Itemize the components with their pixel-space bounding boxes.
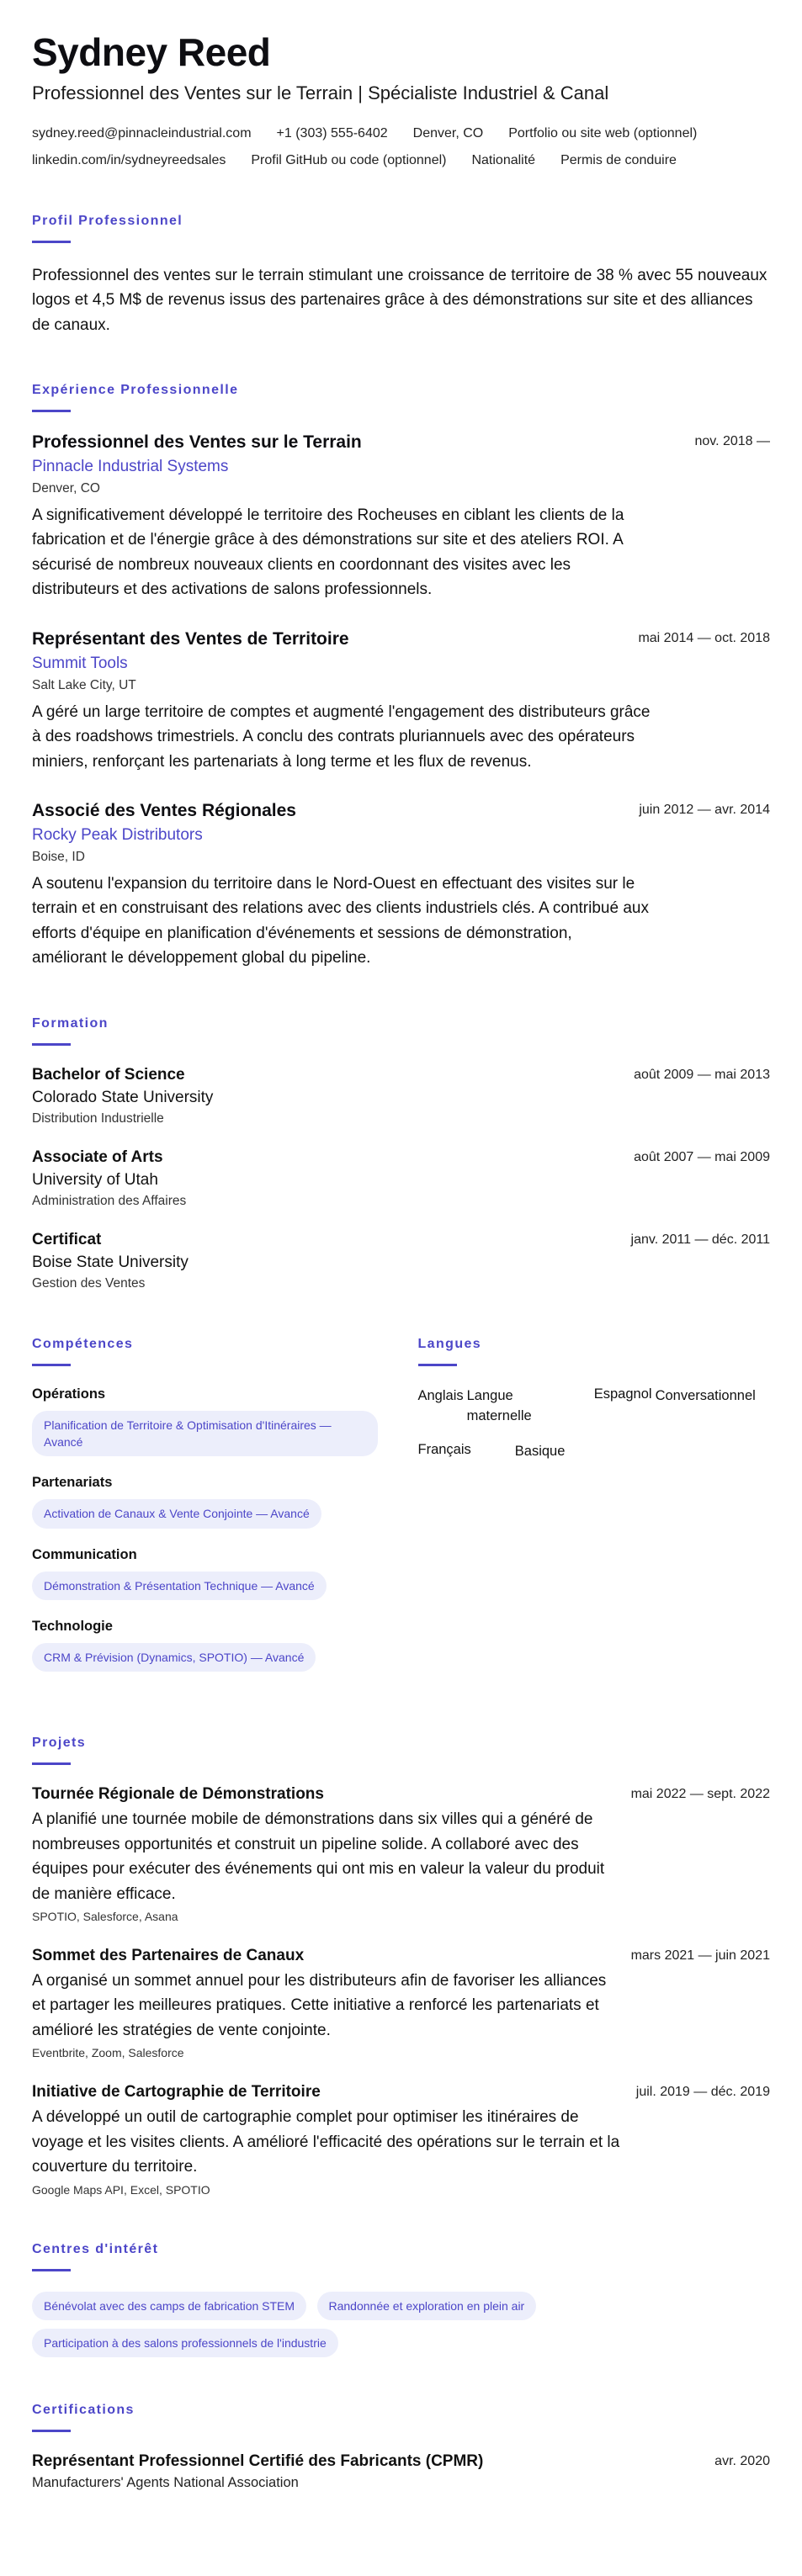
project-entry — [32, 1947, 770, 2059]
candidate-name: Sydney Reed — [32, 30, 271, 74]
skill-group — [32, 1475, 385, 1528]
languages-section — [418, 1337, 771, 1690]
entry-date: mai 2022 — sept. 2022 — [630, 1787, 770, 1802]
job-description: A soutenu l'expansion du territoire dans le Nord-Ouest en effectuant des visites sur le terrain et en construisant des relations avec des clients industriels clés. A contribué aux efforts d'équipe en planification d'événements et sessions de démonstration, améliorant le développement global du pipeline. — [32, 875, 649, 967]
contact-github[interactable]: Profil GitHub ou code (optionnel) — [251, 152, 447, 167]
school-name: Colorado State University — [32, 1088, 214, 1106]
contact-location: Denver, CO — [412, 125, 484, 140]
entry-date: nov. 2018 — — [694, 433, 770, 448]
certifications-section — [32, 2403, 770, 2491]
entry-date: mai 2014 — oct. 2018 — [638, 630, 770, 645]
skill-group — [32, 1619, 385, 1672]
degree: Certificat — [32, 1230, 102, 1248]
language-item — [594, 1386, 770, 1427]
projects-section — [32, 1736, 770, 2196]
skill-group — [32, 1547, 385, 1600]
entry-date: avr. 2020 — [714, 2454, 770, 2469]
section-title: Formation — [32, 1015, 109, 1031]
section-divider — [32, 410, 71, 412]
field-of-study: Administration des Affaires — [32, 1193, 187, 1208]
skill-category: Communication — [32, 1546, 137, 1562]
entry-date: août 2007 — mai 2009 — [634, 1149, 770, 1164]
language-level: Conversationnel — [655, 1387, 756, 1403]
job-description: A géré un large territoire de comptes et augmenté l'engagement des distributeurs grâce à des roadshows trimestriels. A conclu des contrats pluriannuels avec des opérateurs miniers, renforçant les partenariats à long terme et les flux de revenus. — [32, 702, 651, 771]
language-item — [418, 1386, 594, 1427]
experience-entry — [32, 432, 770, 602]
job-location: Salt Lake City, UT — [32, 677, 136, 692]
contact-phone[interactable]: +1 (303) 555-6402 — [276, 125, 388, 140]
job-description: A significativement développé le territoire des Rocheuses en ciblant les clients de la fabrication et de l'énergie grâce à des démonstrations sur site et des ateliers ROI. A sécurisé de nombreux nouveaux clients en coordonnant des visites avec les distributeurs et des activations de salons professionnels. — [32, 506, 624, 599]
profile-summary: Professionnel des ventes sur le terrain stimulant une croissance de territoire de 38 % avec 55 nouveaux logos et 4,5 M$ de revenus issus des partenaires grâce à des démonstrations sur site et des alliances de canaux. — [32, 266, 767, 334]
project-title: Initiative de Cartographie de Territoire — [32, 2083, 321, 2102]
section-divider — [32, 1043, 71, 1046]
section-title: Centres d'intérêt — [32, 2241, 159, 2256]
field-of-study: Gestion des Ventes — [32, 1275, 146, 1291]
entry-date: juil. 2019 — déc. 2019 — [635, 2085, 770, 2100]
school-name: Boise State University — [32, 1253, 189, 1271]
project-title: Sommet des Partenaires de Canaux — [32, 1947, 305, 1965]
language-name: Anglais — [417, 1387, 464, 1403]
entry-date: août 2009 — mai 2013 — [634, 1067, 770, 1082]
education-entry — [32, 1066, 770, 1126]
skill-category: Opérations — [32, 1386, 106, 1402]
contact-portfolio[interactable]: Portfolio ou site web (optionnel) — [508, 125, 698, 140]
section-title: Expérience Professionnelle — [32, 382, 239, 397]
entry-date: juin 2012 — avr. 2014 — [639, 803, 770, 818]
skill-category: Technologie — [32, 1618, 113, 1634]
education-entry — [32, 1148, 770, 1209]
school-name: University of Utah — [32, 1170, 158, 1189]
section-divider — [32, 241, 71, 243]
experience-entry — [32, 629, 770, 774]
interest-pill: Bénévolat avec des camps de fabrication STEM — [32, 2292, 306, 2320]
experience-entry — [32, 801, 770, 971]
job-title: Associé des Ventes Régionales — [32, 801, 296, 821]
project-description: A organisé un sommet annuel pour les distributeurs afin de favoriser les alliances et partager les meilleures pratiques. Cette initiative a renforcé les partenariats et amélioré les stratégies de vente conjointe. — [32, 1972, 607, 2039]
entry-date: janv. 2011 — déc. 2011 — [630, 1232, 770, 1247]
job-title: Professionnel des Ventes sur le Terrain — [32, 432, 362, 452]
section-divider — [32, 1762, 71, 1765]
project-description: A développé un outil de cartographie complet pour optimiser les itinéraires de voyage et les visites clients. A amélioré l'efficacité des opérations sur le terrain et la couverture du territoire. — [32, 2108, 620, 2176]
interests-section — [32, 2242, 770, 2358]
section-title: Langues — [417, 1336, 482, 1351]
degree: Associate of Arts — [32, 1148, 163, 1166]
interest-list — [32, 2283, 770, 2358]
section-title: Compétences — [32, 1336, 134, 1351]
section-divider — [32, 2430, 71, 2432]
project-tools: Eventbrite, Zoom, Salesforce — [32, 2046, 184, 2060]
language-name: Français — [417, 1441, 471, 1457]
section-title: Certifications — [32, 2403, 135, 2418]
education-entry — [32, 1231, 770, 1291]
certification-issuer: Manufacturers' Agents National Association — [32, 2475, 299, 2491]
profile-section — [32, 214, 770, 337]
job-location: Boise, ID — [32, 850, 85, 865]
certification-title: Représentant Professionnel Certifié des Fabricants (CPMR) — [32, 2452, 484, 2471]
language-list — [418, 1386, 771, 1462]
contact-email[interactable]: sydney.reed@pinnacleindustrial.com — [32, 125, 252, 140]
certification-entry — [32, 2452, 770, 2491]
skill-pill: CRM & Prévision (Dynamics, SPOTIO) — Avancé — [32, 1643, 316, 1672]
field-of-study: Distribution Industrielle — [32, 1110, 164, 1126]
section-title: Projets — [32, 1736, 87, 1751]
entry-date: mars 2021 — juin 2021 — [630, 1948, 770, 1964]
skill-group — [32, 1386, 385, 1457]
contact-nationality: Nationalité — [471, 152, 536, 167]
language-name: Espagnol — [593, 1386, 652, 1402]
project-tools: SPOTIO, Salesforce, Asana — [32, 1910, 178, 1924]
section-divider — [32, 2269, 71, 2271]
job-location: Denver, CO — [32, 480, 100, 496]
degree: Bachelor of Science — [32, 1065, 185, 1084]
experience-section — [32, 383, 770, 971]
project-description: A planifié une tournée mobile de démonstrations dans six villes qui a généré de nombreuses opportunités et construit un pipeline solide. A collaboré avec des équipes pour exécuter des événements qui ont mis en valeur la valeur du produit de manière efficace. — [32, 1810, 605, 1903]
language-level: Basique — [514, 1443, 566, 1459]
skills-section — [32, 1337, 385, 1690]
skill-pill: Démonstration & Présentation Technique — Avancé — [32, 1572, 327, 1600]
contact-linkedin[interactable]: linkedin.com/in/sydneyreedsales — [32, 152, 226, 167]
skills-languages-row — [32, 1337, 770, 1690]
section-divider — [418, 1364, 457, 1366]
company-name: Summit Tools — [32, 654, 128, 672]
resume-header — [32, 32, 770, 168]
section-divider — [32, 1364, 71, 1366]
contact-list — [32, 126, 789, 168]
job-title: Représentant des Ventes de Territoire — [32, 628, 349, 649]
skill-category: Partenariats — [32, 1475, 113, 1491]
interest-pill: Randonnée et exploration en plein air — [317, 2292, 537, 2320]
project-entry — [32, 1785, 770, 1923]
company-name: Pinnacle Industrial Systems — [32, 457, 229, 475]
project-tools: Google Maps API, Excel, SPOTIO — [32, 2182, 210, 2197]
section-title: Profil Professionnel — [32, 213, 183, 228]
language-level: Langue maternelle — [466, 1387, 532, 1423]
skill-pill: Planification de Territoire & Optimisation d'Itinéraires — Avancé — [32, 1411, 378, 1457]
project-entry — [32, 2083, 770, 2196]
contact-license: Permis de conduire — [560, 152, 677, 167]
company-name: Rocky Peak Distributors — [32, 826, 203, 845]
project-title: Tournée Régionale de Démonstrations — [32, 1785, 324, 1804]
language-item — [418, 1442, 594, 1462]
education-section — [32, 1016, 770, 1291]
skill-pill: Activation de Canaux & Vente Conjointe — Avancé — [32, 1499, 321, 1528]
interest-pill: Participation à des salons professionnels de l'industrie — [32, 2329, 338, 2357]
headline: Professionnel des Ventes sur le Terrain | Spécialiste Industriel & Canal — [32, 82, 609, 103]
